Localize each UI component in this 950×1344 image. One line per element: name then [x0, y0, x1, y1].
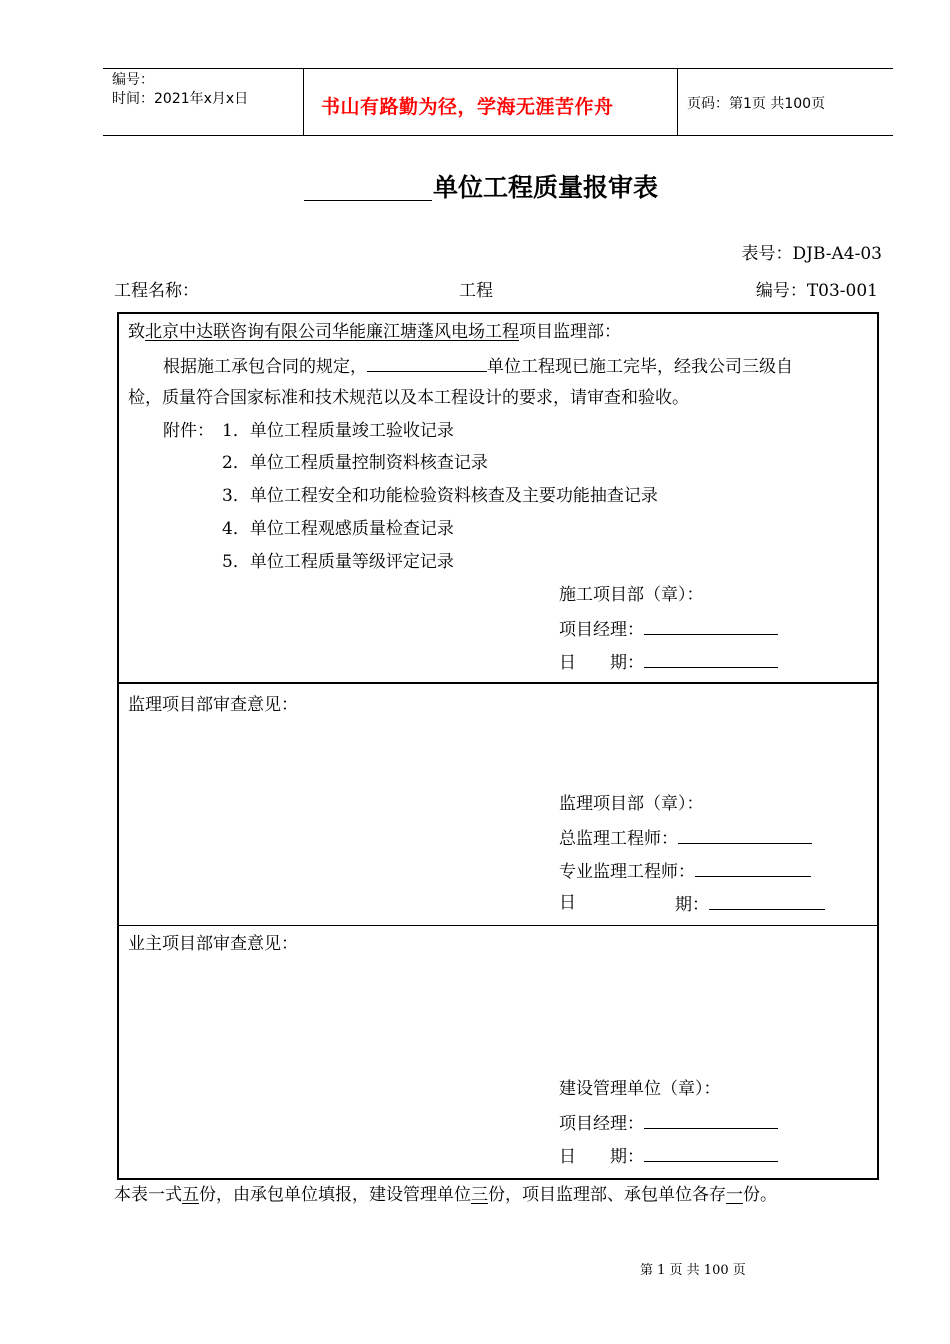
supervisor-date-label: 期：	[675, 895, 709, 915]
copies-note-part: 份。	[743, 1185, 777, 1205]
copies-note	[114, 1184, 777, 1206]
supervisor-seal-label: 监理项目部（章）：	[559, 794, 704, 814]
contractor-date-field[interactable]	[644, 650, 778, 668]
copies-total: 五	[182, 1185, 199, 1205]
owner-date-line	[559, 1144, 778, 1168]
attachment-item: 2．单位工程质量控制资料核查记录	[222, 453, 488, 473]
title-blank-line	[304, 200, 432, 201]
table-number: 表号：DJB-A4-03	[741, 244, 882, 264]
header-code-label: 编号：	[112, 72, 154, 88]
attachment-item: 5．单位工程质量等级评定记录	[222, 552, 454, 572]
section-divider-2	[117, 925, 879, 926]
attachment-item: 1．单位工程质量竣工验收记录	[222, 421, 454, 441]
contractor-seal-label: 施工项目部（章）：	[559, 585, 704, 605]
owner-date-field[interactable]	[644, 1144, 778, 1162]
page-footer: 第 1 页 共 100 页	[640, 1263, 746, 1278]
copies-note-part: 本表一式	[114, 1185, 182, 1205]
declaration-line-2: 检，质量符合国家标准和技术规范以及本工程设计的要求，请审查和验收。	[128, 388, 689, 408]
form-table	[117, 312, 879, 1180]
serial-number: 编号：T03-001	[755, 281, 878, 301]
unit-name-field[interactable]	[367, 354, 487, 372]
owner-manager-line	[559, 1111, 778, 1135]
form-title: 单位工程质量报审表	[433, 173, 659, 202]
header-time: 时间：2021年x月x日	[112, 91, 249, 107]
attachment-item: 4．单位工程观感质量检查记录	[222, 519, 454, 539]
header-divider-left	[303, 68, 304, 136]
chief-engineer-field[interactable]	[678, 826, 812, 844]
contractor-date-line	[559, 650, 778, 674]
copies-owner: 三	[471, 1185, 488, 1205]
supervisor-date-day: 日	[559, 893, 576, 913]
header-bottom-rule	[103, 135, 893, 136]
header-divider-right	[677, 68, 678, 136]
owner-date-label: 日 期：	[559, 1147, 644, 1167]
declaration-end: 单位工程现已施工完毕，经我公司三级自	[487, 357, 793, 377]
owner-review-heading: 业主项目部审查意见：	[128, 934, 298, 954]
chief-engineer-label: 总监理工程师：	[559, 829, 678, 849]
header-top-rule	[103, 68, 893, 69]
owner-seal-label: 建设管理单位（章）：	[559, 1079, 721, 1099]
supervisor-date-field[interactable]	[709, 892, 825, 910]
copies-note-part: 份，项目监理部、承包单位各存	[488, 1185, 726, 1205]
project-name-label: 工程名称：	[114, 281, 199, 301]
owner-manager-field[interactable]	[644, 1111, 778, 1129]
addressee-org: 北京中达联咨询有限公司华能廉江塘蓬风电场工程	[145, 322, 519, 342]
addressee-line	[128, 321, 621, 343]
addressee-prefix: 致	[128, 322, 145, 342]
section-divider-1	[117, 682, 879, 684]
header-motto: 书山有路勤为径，学海无涯苦作舟	[321, 96, 614, 118]
specialist-engineer-label: 专业监理工程师：	[559, 862, 695, 882]
declaration-line-1	[163, 354, 793, 378]
copies-each: 一	[726, 1185, 743, 1205]
owner-manager-label: 项目经理：	[559, 1114, 644, 1134]
supervisor-date-line	[675, 892, 825, 916]
supervisor-review-heading: 监理项目部审查意见：	[128, 695, 298, 715]
attachments-label: 附件：	[163, 421, 214, 441]
contractor-manager-line	[559, 617, 778, 641]
chief-engineer-line	[559, 826, 812, 850]
declaration-start: 根据施工承包合同的规定，	[163, 357, 367, 377]
specialist-engineer-field[interactable]	[695, 859, 811, 877]
attachment-item: 3．单位工程安全和功能检验资料核查及主要功能抽查记录	[222, 486, 658, 506]
contractor-manager-field[interactable]	[644, 617, 778, 635]
contractor-date-label: 日 期：	[559, 653, 644, 673]
contractor-manager-label: 项目经理：	[559, 620, 644, 640]
specialist-engineer-line	[559, 859, 811, 883]
project-name-suffix: 工程	[459, 281, 493, 301]
addressee-suffix: 项目监理部：	[519, 322, 621, 342]
header-page-number: 页码：第1页 共100页	[687, 96, 826, 112]
copies-note-part: 份，由承包单位填报，建设管理单位	[199, 1185, 471, 1205]
